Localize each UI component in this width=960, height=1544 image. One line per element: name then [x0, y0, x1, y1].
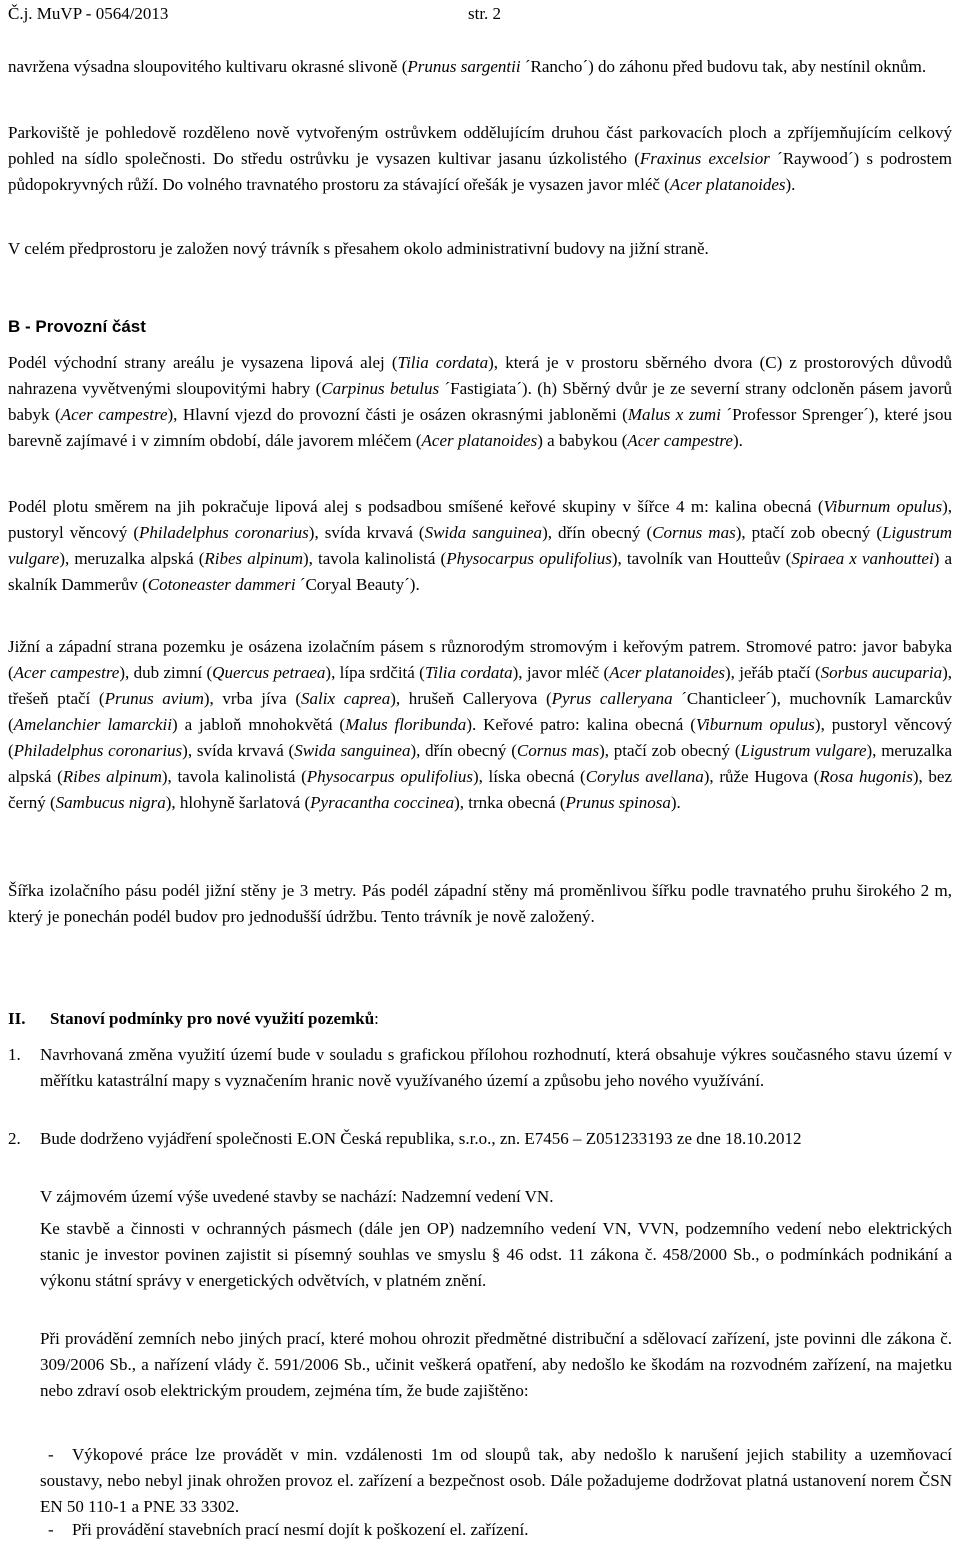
latin-name: Swida sanguinea	[424, 523, 543, 542]
latin-name: Acer platanoides	[421, 431, 538, 450]
latin-name: Swida sanguinea	[294, 741, 411, 760]
latin-name: Cornus mas	[516, 741, 600, 760]
paragraph: Jižní a západní strana pozemku je osázena izolačním pásem s různorodým stromovým i keřovým patrem. Stromové patro: javor babyka (Acer campestre), dub zimní (Quercus petraea), lípa srdčitá (Tilia cordata), javor mléč (Acer platanoides), jeřáb ptačí (Sorbus aucuparia), třešeň ptačí (Prunus avium), vrba jíva (Salix caprea), hrušeň Calleryova (Pyrus calleryana ´Chanticleer´), muchovník Lamarckův (Amelanchier lamarckii) a jabloň mnohokvětá (Malus floribunda). Keřové patro: kalina obecná (Viburnum opulus), pustoryl věncový (Philadelphus coronarius), svída krvavá (Swida sanguinea), dřín obecný (Cornus mas), ptačí zob obecný (Ligustrum vulgare), meruzalka alpská (Ribes alpinum), tavola kalinolistá (Physocarpus opulifolius), líska obecná (Corylus avellana), růže Hugova (Rosa hugonis), bez černý (Sambucus nigra), hlohyně šarlatová (Pyracantha coccinea), trnka obecná (Prunus spinosa).	[8, 637, 952, 812]
latin-name: Tilia cordata	[424, 663, 513, 682]
section-number: II.	[8, 1009, 26, 1028]
latin-name: Viburnum opulus	[695, 715, 815, 734]
latin-name: Fraxinus excelsior	[639, 149, 770, 168]
paragraph: V celém předprostoru je založen nový trávník s přesahem okolo administrativní budovy na jižní straně.	[8, 239, 709, 258]
latin-name: Prunus sargentii	[407, 57, 521, 76]
dash-marker: -	[48, 1445, 54, 1464]
paragraph: Při provádění zemních nebo jiných prací, které mohou ohrozit předmětné distribuční a sdělovací zařízení, jste povinni dle zákona č. 309/2006 Sb., a nařízení vlády č. 591/2006 Sb., učinit veškerá opatření, aby nedošlo ke škodám na rozvodném zařízení, na majetku nebo zdraví osob elektrickým proudem, zejména tím, že bude zajištěno:	[40, 1329, 952, 1400]
latin-name: Amelanchier lamarckii	[13, 715, 172, 734]
latin-name: Malus x zumi	[627, 405, 721, 424]
latin-name: Ligustrum vulgare	[8, 523, 952, 568]
latin-name: Rosa hugonis	[819, 767, 913, 786]
list-item-text: Bude dodrženo vyjádření společnosti E.ON Česká republika, s.r.o., zn. E7456 – Z051233193 ze dne 18.10.2012	[40, 1129, 802, 1148]
latin-name: Quercus petraea	[212, 663, 326, 682]
paragraph: Parkoviště je pohledově rozděleno nově vytvořeným ostrůvkem oddělujícím druhou část parkovacích ploch a zpříjemňujícím celkový pohled na sídlo společnosti. Do středu ostrůvku je vysazen kultivar jasanu úzkolistého (Fraxinus excelsior ´Raywood´) s podrostem půdopokryvných růží. Do volného travnatého prostoru za stávající ořešák je vysazen javor mléč (Acer platanoides).	[8, 123, 952, 194]
latin-name: Ribes alpinum	[62, 767, 162, 786]
latin-name: Pyrus calleryana	[551, 689, 673, 708]
latin-name: Prunus spinosa	[565, 793, 671, 812]
latin-name: Viburnum opulus	[823, 497, 943, 516]
latin-name: Acer campestre	[60, 405, 168, 424]
latin-name: Spiraea x vanhouttei	[791, 549, 934, 568]
latin-name: Malus floribunda	[345, 715, 467, 734]
dash-list-text: Při provádění stavebních prací nesmí dojít k poškození el. zařízení.	[72, 1520, 529, 1539]
paragraph: V zájmovém území výše uvedené stavby se nachází: Nadzemní vedení VN.	[40, 1187, 554, 1206]
latin-name: Carpinus betulus	[321, 379, 440, 398]
document-reference: Č.j. MuVP - 0564/2013	[8, 4, 169, 23]
dash-list-text: Výkopové práce lze provádět v min. vzdálenosti 1m od sloupů tak, aby nedošlo k narušení jejich stability a uzemňovací soustavy, nebo nebyl jinak ohrožen provoz el. zařízení a bezpečnost osob. Dále požadujeme dodržovat platná ustanovení norem ČSN EN 50 110-1 a PNE 33 3302.	[40, 1445, 952, 1516]
latin-name: Acer platanoides	[609, 663, 725, 682]
latin-name: Salix caprea	[301, 689, 391, 708]
section-title: Stanoví podmínky pro nové využití pozemků:	[50, 1009, 379, 1028]
dash-marker: -	[48, 1520, 54, 1539]
latin-name: Physocarpus opulifolius	[446, 549, 612, 568]
latin-name: Acer campestre	[627, 431, 733, 450]
latin-name: Tilia cordata	[397, 353, 489, 372]
latin-name: Pyracantha coccinea	[310, 793, 455, 812]
latin-name: Ribes alpinum	[204, 549, 303, 568]
latin-name: Philadelphus coronarius	[139, 523, 309, 542]
latin-name: Sorbus aucuparia	[820, 663, 943, 682]
latin-name: Sambucus nigra	[55, 793, 166, 812]
latin-name: Acer campestre	[13, 663, 120, 682]
list-item-text: Navrhovaná změna využití území bude v souladu s grafickou přílohou rozhodnutí, která obsahuje výkres současného stavu území v měřítku katastrální mapy s vyznačením hranic nově využívaného území a způsobu jeho nového využívání.	[40, 1045, 952, 1090]
section-b-heading: B - Provozní část	[8, 317, 146, 336]
list-item-number: 1.	[8, 1045, 21, 1064]
page-number: str. 2	[468, 4, 502, 23]
paragraph: Šířka izolačního pásu podél jižní stěny je 3 metry. Pás podél západní stěny má proměnlivou šířku podle travnatého pruhu širokého 2 m, který je ponechán podél budov pro jednodušší údržbu. Tento trávník je nově založený.	[8, 881, 952, 926]
paragraph: navržena výsadna sloupovitého kultivaru okrasné slivoně (Prunus sargentii ´Rancho´) do záhonu před budovu tak, aby nestínil oknům.	[8, 57, 927, 76]
latin-name: Physocarpus opulifolius	[306, 767, 473, 786]
latin-name: Cotoneaster dammeri	[147, 575, 296, 594]
list-item-number: 2.	[8, 1129, 21, 1148]
latin-name: Acer platanoides	[669, 175, 786, 194]
latin-name: Cornus mas	[652, 523, 736, 542]
paragraph: Ke stavbě a činnosti v ochranných pásmech (dále jen OP) nadzemního vedení VN, VVN, podzemního vedení nebo elektrických stanic je investor povinen zajistit si písemný souhlas ve smyslu § 46 odst. 11 zákona č. 458/2000 Sb., o podmínkách podnikání a výkonu státní správy v energetických odvětvích, v platném znění.	[40, 1219, 952, 1290]
paragraph: Podél východní strany areálu je vysazena lipová alej (Tilia cordata), která je v prostoru sběrného dvora (C) z prostorových důvodů nahrazena vyvětvenými sloupovitými habry (Carpinus betulus ´Fastigiata´). (h) Sběrný dvůr je ze severní strany odcloněn pásem javorů babyk (Acer campestre), Hlavní vjezd do provozní části je osázen okrasnými jabloněmi (Malus x zumi ´Professor Sprenger´), které jsou barevně zajímavé i v zimním období, dále javorem mléčem (Acer platanoides) a babykou (Acer campestre).	[8, 353, 952, 450]
paragraph: Podél plotu směrem na jih pokračuje lipová alej s podsadbou smíšené keřové skupiny v šířce 4 m: kalina obecná (Viburnum opulus), pustoryl věncový (Philadelphus coronarius), svída krvavá (Swida sanguinea), dřín obecný (Cornus mas), ptačí zob obecný (Ligustrum vulgare), meruzalka alpská (Ribes alpinum), tavola kalinolistá (Physocarpus opulifolius), tavolník van Houtteův (Spiraea x vanhouttei) a skalník Dammerův (Cotoneaster dammeri ´Coryal Beauty´).	[8, 497, 953, 594]
latin-name: Philadelphus coronarius	[13, 741, 183, 760]
latin-name: Ligustrum vulgare	[740, 741, 867, 760]
latin-name: Prunus avium	[104, 689, 204, 708]
latin-name: Corylus avellana	[585, 767, 704, 786]
